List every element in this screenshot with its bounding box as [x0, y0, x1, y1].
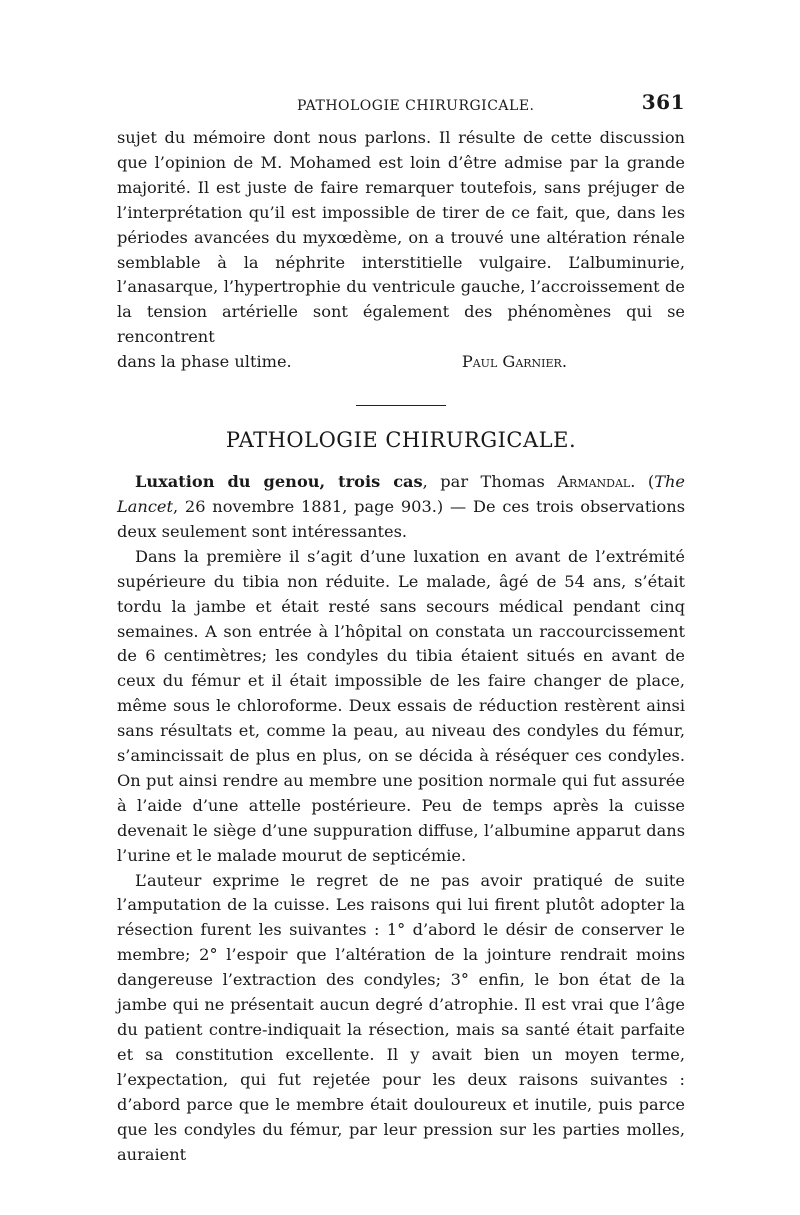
closing-line — [117, 350, 685, 375]
book-page — [117, 90, 685, 1167]
article-author-end: . ( — [630, 472, 655, 492]
article-intro — [117, 470, 685, 545]
paragraph-author-regret: L’auteur exprime le regret de ne pas avoir pratiqué de suite l’amputation de la cuisse. Les raisons qui lui firent plutôt adopter la résection furent les suivantes : 1° d’abord le désir de conserver le membre; 2° l’espoir que l’altération de la jointure rendrait moins dangereuse l’extraction des condyles; 3° enfin, le bon état de la jambe qui ne présentait aucun degré d’atrophie. Il est vrai que l’âge du patient contre-indiquait la résection, mais sa santé était parfaite et sa constitution excellente. Il y avait bien un moyen terme, l’expectation, qui fut rejetée pour les deux raisons suivantes : d’abord parce que le membre était douloureux et inutile, puis parce que les condyles du fémur, par leur pression sur les parties molles, auraient — [117, 870, 685, 1164]
article-heading: Luxation du genou, trois cas — [135, 472, 423, 492]
section-title: PATHOLOGIE CHIRURGICALE. — [225, 428, 577, 453]
page-number: 361 — [641, 90, 685, 114]
section-divider — [356, 405, 446, 406]
article-author: Armandal — [557, 472, 631, 492]
continued-paragraph-text: sujet du mémoire dont nous parlons. Il résulte de cette discussion que l’opinion de M. Mohamed est loin d’être admise par la grande majorité. Il est juste de faire remarquer toutefois, sans préjuger de l’interprétation qu’il est impossible de tirer de ce fait, que, dans les périodes avancées du myxœdème, on a trouvé une altération rénale semblable à la néphrite interstitielle vulgaire. L’albuminurie, l’anasarque, l’hypertrophie du ventricule gauche, l’accroissement de la tension artérielle sont également des phénomènes qui se rencontrent — [117, 128, 685, 347]
closing-line-text: dans la phase ultime. — [117, 352, 292, 372]
continued-paragraph — [117, 126, 685, 350]
author-signature: Paul Garnier. — [461, 352, 567, 372]
paragraph-first-case: Dans la première il s’agit d’une luxation en avant de l’extrémité supérieure du tibia non réduite. Le malade, âgé de 54 ans, s’était tordu la jambe et était resté sans secours médical pendant cinq semaines. A son entrée à l’hôpital on constata un raccourcissement de 6 centimètres; les condyles du tibia étaient situés en avant de ceux du fémur et il était impossible de les faire changer de place, même sous le chloroforme. Deux essais de réduction restèrent ainsi sans résultats et, comme la peau, au niveau des condyles du fémur, s’amincissait de plus en plus, on se décida à réséquer ces condyles. On put ainsi rendre au membre une position normale qui fut assurée à l’aide d’une attelle postérieure. Peu de temps après la cuisse devenait le siège d’une suppuration diffuse, l’albumine apparut dans l’urine et le malade mourut de septicémie. — [117, 546, 685, 865]
journal-name: The Lancet — [117, 472, 685, 516]
running-head — [117, 90, 685, 126]
article-by: , par Thomas — [422, 472, 558, 492]
article-citation: , 26 novembre 1881, page 903.) — De ces trois observations deux seulement sont intéressantes. — [117, 496, 685, 541]
running-head-title: PATHOLOGIE CHIRURGICALE. — [297, 98, 535, 114]
